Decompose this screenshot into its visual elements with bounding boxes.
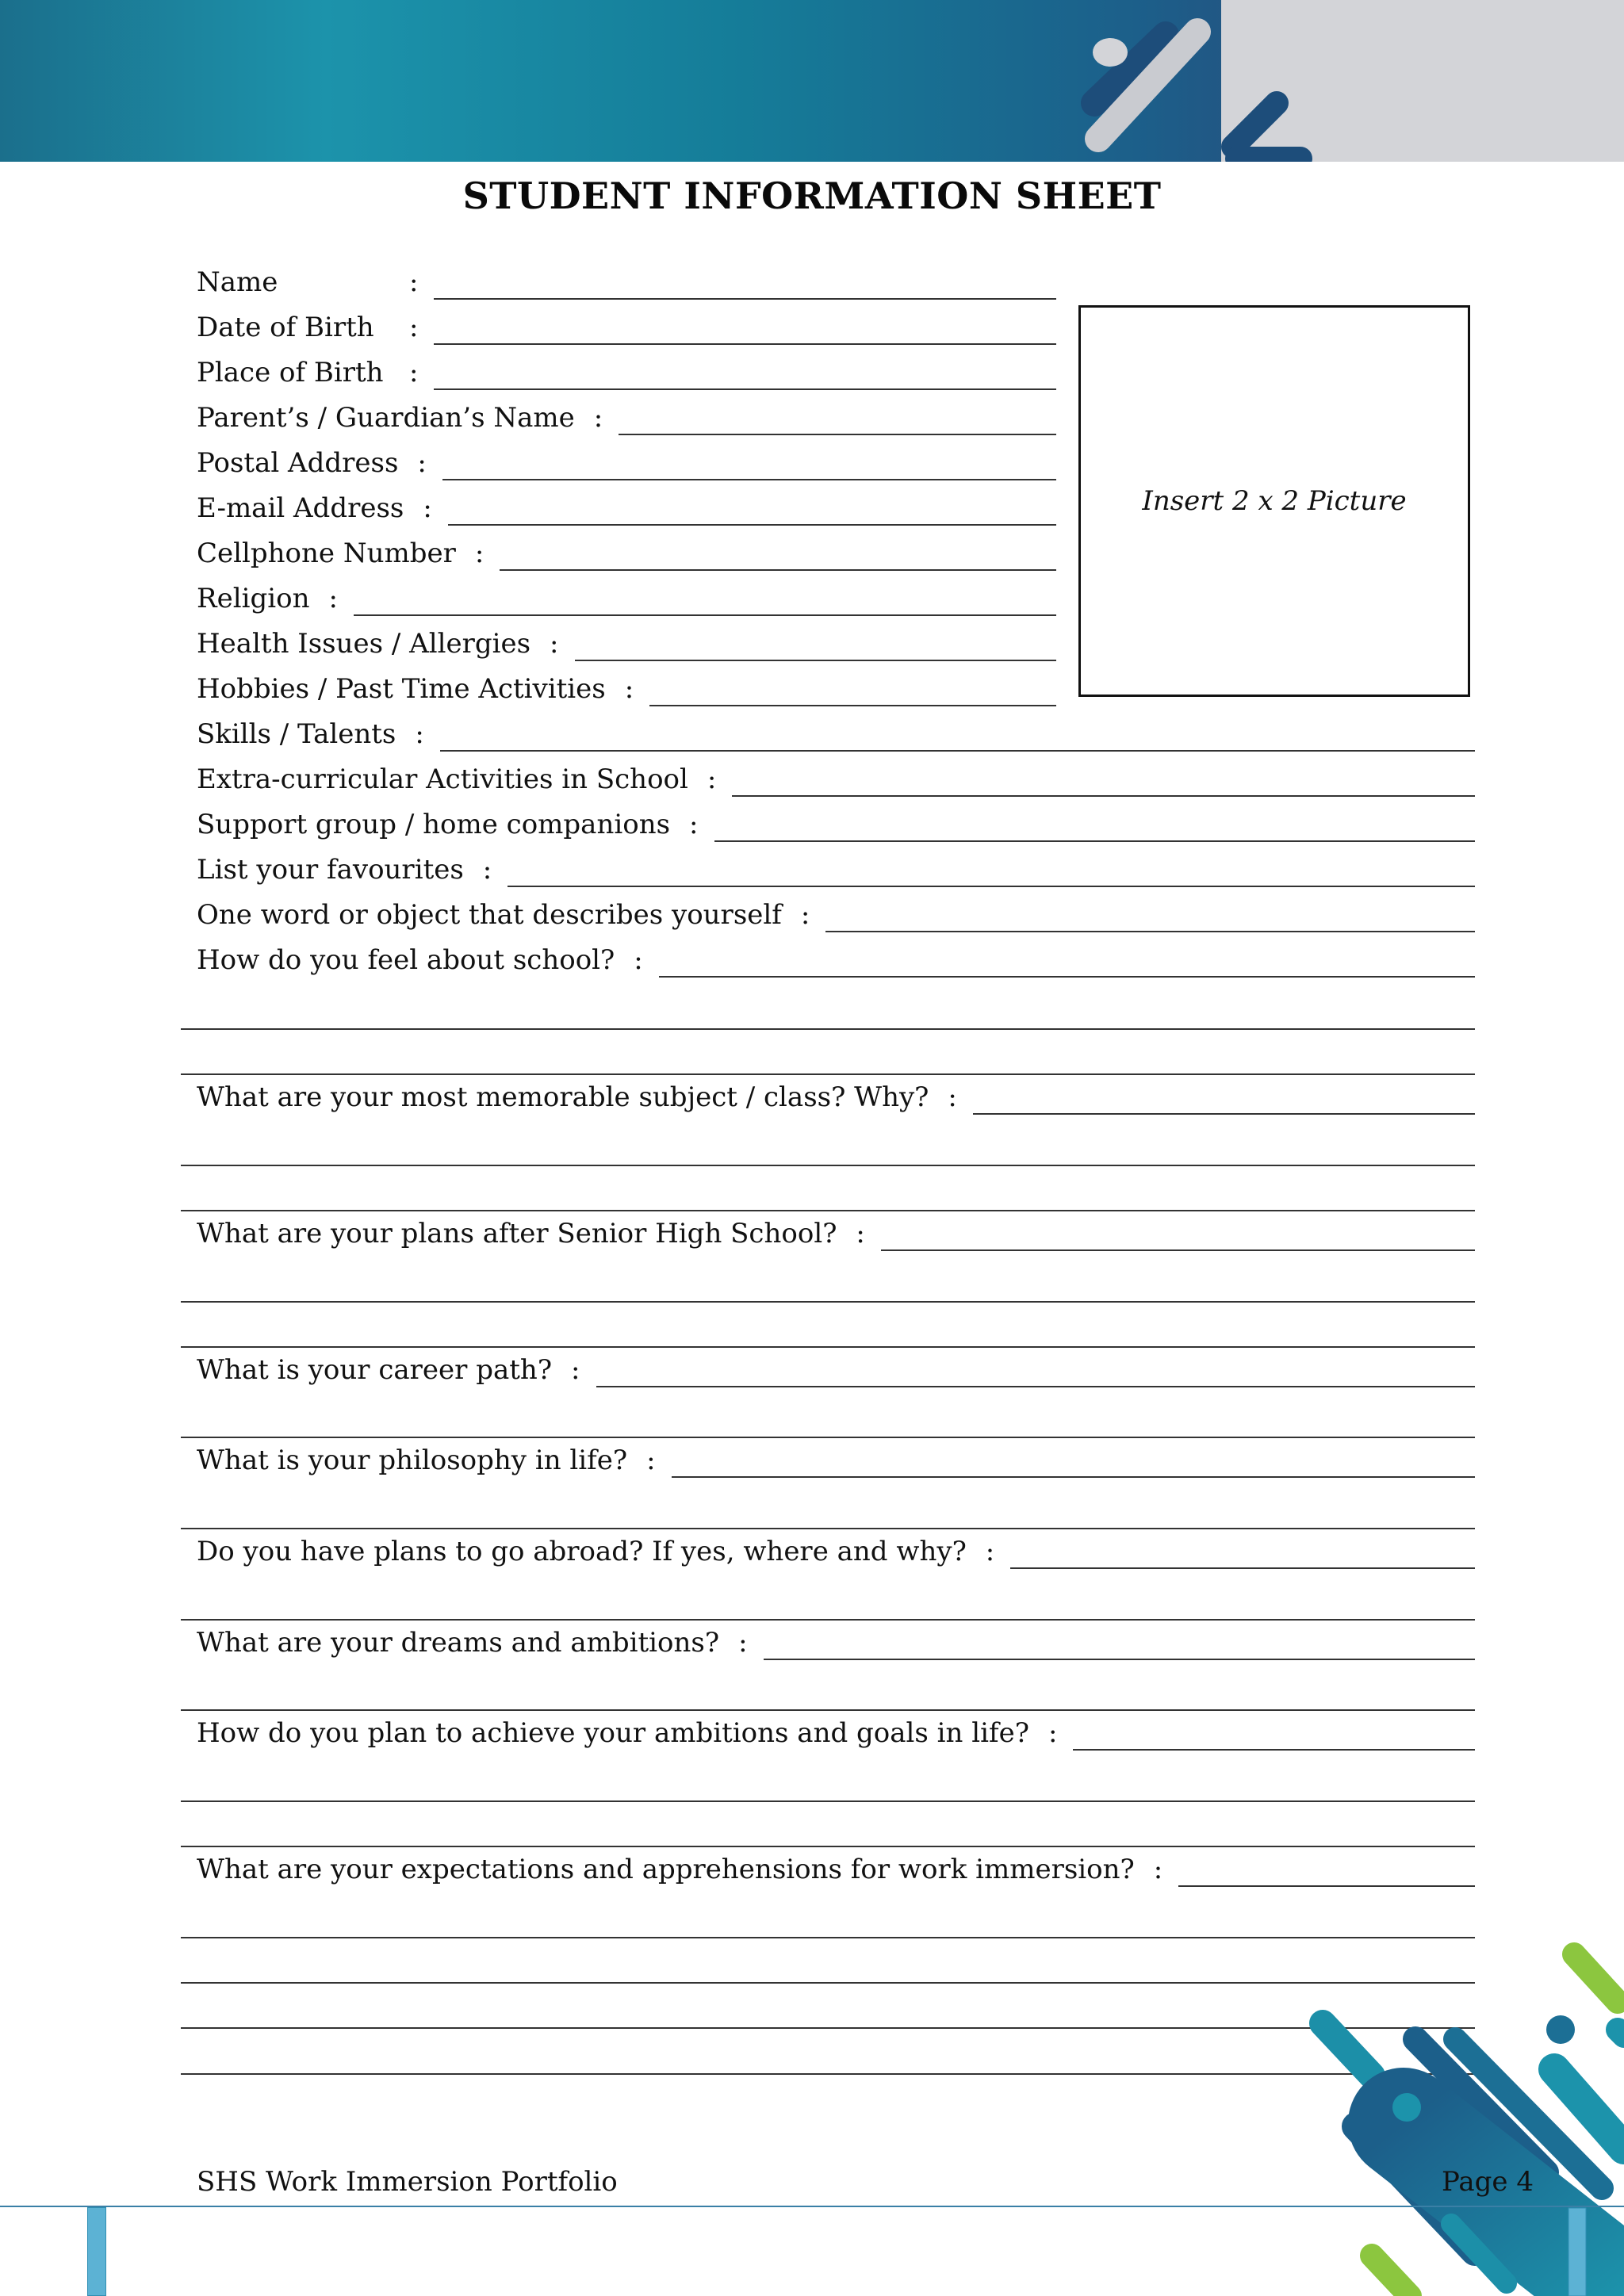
field-label: Date of Birth	[197, 312, 374, 343]
field-label: One word or object that describes yourself	[197, 899, 782, 931]
field-label: Parent’s / Guardian’s Name	[197, 402, 575, 434]
answer-line[interactable]	[181, 1165, 1475, 1166]
question-row-plans-after-shs: What are your plans after Senior High School? :	[197, 1215, 1475, 1251]
header-banner	[0, 0, 1624, 162]
footer-title: SHS Work Immersion Portfolio	[197, 2166, 618, 2198]
plans-after-shs-input-line[interactable]	[881, 1218, 1475, 1251]
guardian-name-input-line[interactable]	[619, 402, 1056, 435]
achieve-goals-input-line[interactable]	[1073, 1717, 1475, 1751]
answer-line[interactable]	[181, 1073, 1475, 1075]
photo-placeholder[interactable]	[1078, 305, 1470, 697]
cellphone-number-input-line[interactable]	[500, 538, 1056, 571]
footer-divider	[0, 2206, 1624, 2207]
field-label: How do you feel about school?	[197, 944, 615, 976]
form-row-guardian-name: Parent’s / Guardian’s Name :	[197, 399, 1056, 435]
support-group-input-line[interactable]	[714, 809, 1475, 842]
career-path-input-line[interactable]	[596, 1354, 1475, 1387]
field-label: List your favourites	[197, 854, 464, 886]
question-row-achieve-goals: How do you plan to achieve your ambitions and goals in life? :	[197, 1714, 1475, 1751]
answer-line[interactable]	[181, 1301, 1475, 1303]
answer-line[interactable]	[181, 1210, 1475, 1211]
memorable-subject-input-line[interactable]	[973, 1081, 1475, 1115]
form-row-health-issues: Health Issues / Allergies :	[197, 625, 1056, 661]
form-row-one-word: One word or object that describes yourself :	[197, 896, 1475, 932]
answer-line[interactable]	[181, 1846, 1475, 1847]
form-row-skills: Skills / Talents :	[197, 715, 1475, 752]
footer-accent-bar	[87, 2207, 106, 2296]
answer-line[interactable]	[181, 1800, 1475, 1802]
question-label: What are your most memorable subject / class? Why?	[197, 1081, 929, 1113]
go-abroad-input-line[interactable]	[1010, 1536, 1475, 1569]
feel-about-school-input-line[interactable]	[659, 944, 1475, 978]
question-row-memorable-subject: What are your most memorable subject / class? Why? :	[197, 1078, 1475, 1115]
answer-line[interactable]	[181, 1619, 1475, 1621]
form-row-cellphone-number: Cellphone Number :	[197, 534, 1056, 571]
form-row-postal-address: Postal Address :	[197, 444, 1056, 480]
skills-input-line[interactable]	[440, 718, 1475, 752]
place-of-birth-input-line[interactable]	[434, 357, 1056, 390]
answer-line[interactable]	[181, 1437, 1475, 1438]
question-label: What is your philosophy in life?	[197, 1445, 628, 1476]
field-label: Health Issues / Allergies	[197, 628, 531, 660]
field-label: Skills / Talents	[197, 718, 396, 750]
field-label: Place of Birth	[197, 357, 384, 388]
question-label: How do you plan to achieve your ambitions and goals in life?	[197, 1717, 1029, 1749]
favourites-input-line[interactable]	[508, 854, 1475, 887]
question-label: What is your career path?	[197, 1354, 553, 1386]
field-label: Extra-curricular Activities in School	[197, 763, 688, 795]
question-row-expectations: What are your expectations and apprehensions for work immersion? :	[197, 1850, 1475, 1887]
question-row-career-path: What is your career path? :	[197, 1351, 1475, 1387]
page-number: Page 4	[1442, 2166, 1534, 2198]
question-label: What are your dreams and ambitions?	[197, 1627, 720, 1659]
form-row-favourites: List your favourites :	[197, 851, 1475, 887]
field-label: Cellphone Number	[197, 538, 456, 569]
form-row-feel-about-school: How do you feel about school? :	[197, 941, 1475, 978]
expectations-input-line[interactable]	[1178, 1854, 1475, 1887]
question-row-philosophy: What is your philosophy in life? :	[197, 1441, 1475, 1478]
email-address-input-line[interactable]	[448, 492, 1056, 526]
header-decoration-shapes	[0, 0, 1624, 162]
form-row-name: Name :	[197, 263, 1056, 300]
field-label: Religion	[197, 583, 310, 614]
question-row-dreams: What are your dreams and ambitions? :	[197, 1624, 1475, 1660]
page-title: STUDENT INFORMATION SHEET	[462, 174, 1162, 217]
answer-line[interactable]	[181, 1528, 1475, 1529]
question-row-go-abroad: Do you have plans to go abroad? If yes, where and why? :	[197, 1533, 1475, 1569]
answer-line[interactable]	[181, 1709, 1475, 1711]
form-row-email-address: E-mail Address :	[197, 489, 1056, 526]
field-label: E-mail Address	[197, 492, 404, 524]
field-label: Postal Address	[197, 447, 399, 479]
field-label: Name	[197, 266, 278, 298]
philosophy-input-line[interactable]	[672, 1445, 1475, 1478]
extracurricular-input-line[interactable]	[732, 763, 1475, 797]
form-row-extracurricular: Extra-curricular Activities in School :	[197, 760, 1475, 797]
field-label: Hobbies / Past Time Activities	[197, 673, 606, 705]
health-issues-input-line[interactable]	[575, 628, 1056, 661]
field-label: Support group / home companions	[197, 809, 671, 840]
corner-decoration-shapes	[1269, 1934, 1624, 2296]
dreams-input-line[interactable]	[764, 1627, 1475, 1660]
answer-line[interactable]	[181, 1028, 1475, 1030]
hobbies-input-line[interactable]	[649, 673, 1056, 706]
one-word-input-line[interactable]	[825, 899, 1475, 932]
question-label: What are your expectations and apprehensions for work immersion?	[197, 1854, 1135, 1885]
name-input-line[interactable]	[434, 266, 1056, 300]
form-row-support-group: Support group / home companions :	[197, 806, 1475, 842]
form-row-date-of-birth: Date of Birth :	[197, 308, 1056, 345]
form-row-hobbies: Hobbies / Past Time Activities :	[197, 670, 1056, 706]
question-label: What are your plans after Senior High School?	[197, 1218, 837, 1249]
photo-placeholder-label: Insert 2 x 2 Picture	[1142, 485, 1407, 517]
religion-input-line[interactable]	[354, 583, 1056, 616]
postal-address-input-line[interactable]	[442, 447, 1056, 480]
answer-line[interactable]	[181, 1346, 1475, 1348]
form-row-religion: Religion :	[197, 580, 1056, 616]
form-row-place-of-birth: Place of Birth :	[197, 354, 1056, 390]
date-of-birth-input-line[interactable]	[434, 312, 1056, 345]
question-label: Do you have plans to go abroad? If yes, where and why?	[197, 1536, 967, 1567]
